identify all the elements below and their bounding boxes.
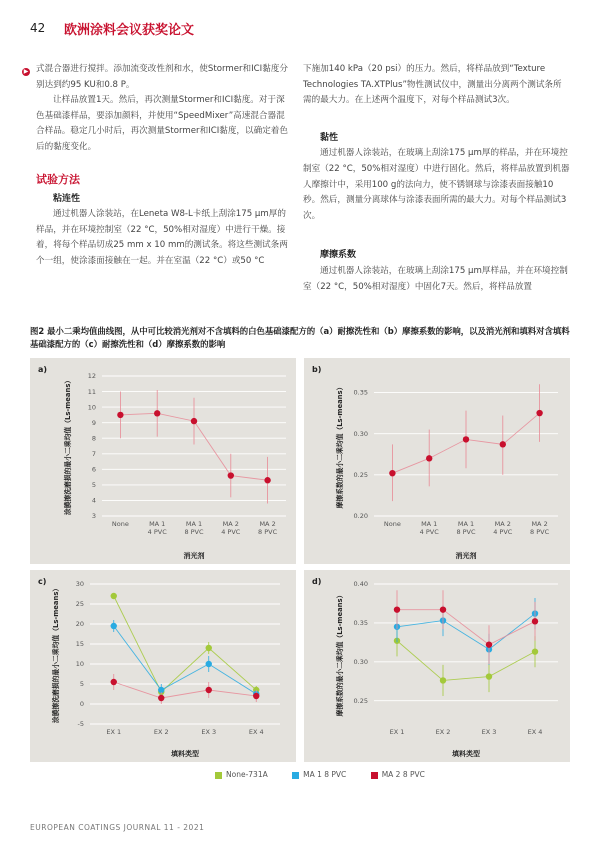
x-tick-label: 8 PVC xyxy=(184,528,204,536)
y-tick-label: 3 xyxy=(91,512,96,521)
subheading: 摩擦系数 xyxy=(320,250,357,261)
legend-swatch-green xyxy=(215,772,222,779)
data-point xyxy=(206,661,212,667)
data-point xyxy=(394,606,400,612)
x-tick-label: EX 2 xyxy=(153,728,169,736)
y-tick-label: 0.20 xyxy=(353,512,368,521)
journal-footer: EUROPEAN COATINGS JOURNAL 11 - 2021 xyxy=(30,823,205,832)
y-tick-label: 0 xyxy=(79,700,84,709)
data-point xyxy=(111,623,117,629)
data-point xyxy=(111,679,117,685)
data-point xyxy=(532,618,538,624)
data-point xyxy=(206,645,212,651)
legend-item xyxy=(215,770,268,779)
chart-panel-b xyxy=(304,358,570,564)
figure-caption: 图2 最小二乘均值曲线图，从中可比较消光剂对不含填料的白色基础漆配方的（a）耐擦洗性和（b）摩擦系数的影响，以及消光剂和填料对含填料基础漆配方的（c）耐擦洗性和（d）摩擦系数的影响 xyxy=(30,326,570,349)
data-point xyxy=(486,673,492,679)
paragraph: 让样品放置1天。然后，再次测量Stormer和ICI黏度。对于深色基础漆样品，要添加颜料，并使用“SpeedMixer”高速混合器混合样品。稳定几小时后，再次测量Stormer和ICI黏度，以确定着色后的黏度变化。 xyxy=(36,95,288,152)
data-point xyxy=(389,470,395,476)
y-tick-label: 7 xyxy=(91,449,96,458)
y-tick-label: 12 xyxy=(87,372,96,381)
panel-label: b) xyxy=(312,365,322,374)
y-tick-label: 4 xyxy=(91,496,96,505)
running-title: 欧洲涂料会议获奖论文 xyxy=(64,23,195,38)
paragraph: 通过机器人涂装站，在Leneta W8-L卡纸上刮涂175 μm厚的样品，并在环境控制室（22 °C，50%相对湿度）中进行干燥。接着，将每个样品切成25 mm x 10 mm的测试条。将这些测试条两个一组，使涂漆面接触在一起。并在室温（22 °C）或50 °C xyxy=(36,209,288,266)
panel-label: a) xyxy=(38,365,48,374)
data-point xyxy=(117,412,123,418)
panel-label: d) xyxy=(312,577,322,586)
chart-panel-a xyxy=(30,358,296,564)
x-tick-label: 4 PVC xyxy=(147,528,167,536)
x-tick-label: EX 4 xyxy=(248,728,264,736)
data-point xyxy=(158,695,164,701)
paragraph: 下施加140 kPa（20 psi）的压力。然后，将样品放到“Texture Technologies TA.XTPlus”物性测试仪中，测量出分离两个测试条所需的最大力。在上述两个温度下，对每个样品测试3次。 xyxy=(303,64,562,106)
chart-b-svg xyxy=(304,358,570,564)
legend-label: MA 1 8 PVC xyxy=(303,770,347,779)
x-tick-label: EX 1 xyxy=(389,728,405,736)
x-tick-label: 8 PVC xyxy=(456,528,476,536)
y-axis-label: 摩擦系数的最小二乘均值（Ls-means） xyxy=(336,383,344,509)
chart-panel-d xyxy=(304,570,570,762)
data-point xyxy=(463,436,469,442)
data-point xyxy=(264,477,270,483)
x-tick-label: MA 2 xyxy=(259,520,276,528)
data-point xyxy=(154,410,160,416)
legend-swatch-red xyxy=(371,772,378,779)
y-tick-label: 8 xyxy=(91,434,96,443)
paragraph: 通过机器人涂装站，在玻璃上刮涂175 μm厚的样品，并在环境控制室（22 °C，50%相对湿度）中进行固化。然后，将样品放置到机器人摩擦计中，采用100 g的法向力，使不锈钢球与涂漆表面接触10秒。然后，测量分离球体与涂漆表面所需的最大力。对每个样品测试3次。 xyxy=(303,148,570,221)
x-tick-label: MA 1 xyxy=(421,520,438,528)
x-axis-label: 填料类型 xyxy=(452,750,480,758)
data-point xyxy=(426,455,432,461)
continue-arrow-icon: ▶ xyxy=(23,68,29,75)
x-tick-label: 8 PVC xyxy=(258,528,278,536)
subheading: 黏性 xyxy=(320,132,339,143)
y-axis-label: 涂膜擦洗磨损的最小二乘均值（Ls-means） xyxy=(64,376,72,516)
legend-swatch-blue xyxy=(292,772,299,779)
chart-c-svg xyxy=(30,570,296,762)
data-point xyxy=(486,641,492,647)
y-tick-label: 6 xyxy=(91,465,96,474)
y-tick-label: 0.35 xyxy=(353,388,368,397)
x-tick-label: MA 1 xyxy=(457,520,475,528)
paragraph: 通过机器人涂装站，在玻璃上刮涂175 μm厚样品，并在环境控制室（22 °C，50%相对湿度）中固化7天。然后，将样品放置 xyxy=(303,265,568,292)
y-tick-label: 25 xyxy=(75,600,84,609)
x-tick-label: 4 PVC xyxy=(493,528,513,536)
data-point xyxy=(440,606,446,612)
data-point xyxy=(228,472,234,478)
data-point xyxy=(440,677,446,683)
legend-label: None-731A xyxy=(226,770,268,779)
data-point xyxy=(191,418,197,424)
y-tick-label: 0.40 xyxy=(353,580,368,589)
y-tick-label: 0.30 xyxy=(353,429,368,438)
chart-a-svg xyxy=(30,358,296,564)
y-tick-label: 11 xyxy=(87,387,96,396)
y-tick-label: 0.35 xyxy=(353,619,368,628)
chart-legend xyxy=(215,770,447,779)
y-tick-label: 30 xyxy=(75,580,84,589)
x-axis-label: 消光剂 xyxy=(183,552,205,560)
x-axis-label: 消光剂 xyxy=(455,552,477,560)
y-tick-label: 9 xyxy=(91,418,96,427)
x-tick-label: MA 2 xyxy=(531,520,548,528)
y-axis-label: 摩擦系数的最小二乘均值（Ls-means） xyxy=(336,591,344,717)
chart-d-svg xyxy=(304,570,570,762)
y-tick-label: 15 xyxy=(75,640,84,649)
y-tick-label: 10 xyxy=(87,403,96,412)
chart-panel-c xyxy=(30,570,296,762)
left-column xyxy=(36,62,288,270)
x-tick-label: MA 2 xyxy=(494,520,511,528)
series-line xyxy=(397,641,535,681)
x-tick-label: 8 PVC xyxy=(530,528,550,536)
section-heading: 试验方法 xyxy=(36,172,80,186)
x-tick-label: EX 3 xyxy=(481,728,497,736)
data-point xyxy=(532,648,538,654)
y-tick-label: 0.30 xyxy=(353,657,368,666)
x-tick-label: None xyxy=(383,520,401,528)
x-tick-label: 4 PVC xyxy=(419,528,439,536)
data-point xyxy=(500,441,506,447)
y-tick-label: 10 xyxy=(75,660,84,669)
y-tick-label: 5 xyxy=(91,481,96,490)
y-tick-label: 20 xyxy=(75,620,84,629)
legend-item xyxy=(292,770,346,779)
data-point xyxy=(111,593,117,599)
page-number: 42 xyxy=(30,21,46,35)
x-tick-label: 4 PVC xyxy=(221,528,241,536)
x-tick-label: None xyxy=(111,520,129,528)
y-tick-label: 0.25 xyxy=(353,696,368,705)
paragraph: 式混合器进行搅拌。添加流变改性剂和水，使Stormer和ICI黏度分别达到约95 KU和0.8 P。 xyxy=(36,64,288,90)
y-axis-label: 涂膜擦洗磨损的最小二乘均值（Ls-means） xyxy=(52,584,60,724)
legend-item xyxy=(371,770,425,779)
x-tick-label: MA 1 xyxy=(185,520,203,528)
x-tick-label: EX 1 xyxy=(106,728,122,736)
panel-label: c) xyxy=(38,577,47,586)
series-line xyxy=(397,610,535,645)
x-tick-label: EX 3 xyxy=(201,728,217,736)
subheading: 粘连性 xyxy=(53,193,81,204)
legend-label: MA 2 8 PVC xyxy=(381,770,425,779)
data-point xyxy=(536,410,542,416)
data-point xyxy=(253,693,259,699)
right-column xyxy=(303,62,570,295)
x-tick-label: EX 2 xyxy=(435,728,451,736)
x-tick-label: MA 1 xyxy=(149,520,166,528)
y-tick-label: 5 xyxy=(79,680,84,689)
x-tick-label: MA 2 xyxy=(222,520,239,528)
y-tick-label: -5 xyxy=(77,720,84,729)
x-axis-label: 填料类型 xyxy=(171,750,199,758)
x-tick-label: EX 4 xyxy=(527,728,543,736)
y-tick-label: 0.25 xyxy=(353,471,368,480)
data-point xyxy=(206,687,212,693)
